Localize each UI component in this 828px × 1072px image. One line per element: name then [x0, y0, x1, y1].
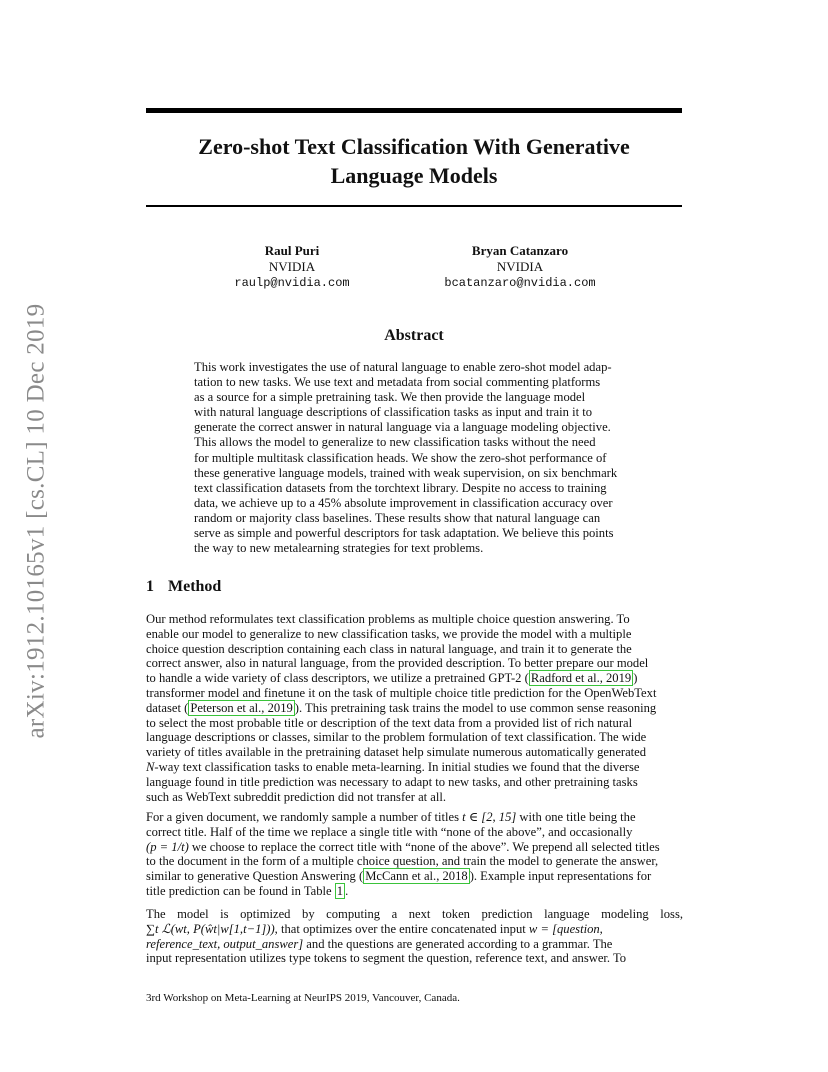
text-fragment: ). Example input representations for [469, 869, 652, 884]
abstract-line: as a source for a simple pretraining task. We then provide the language model [194, 390, 586, 405]
table-reference-link[interactable]: 1 [336, 883, 344, 898]
math-expression: reference_text, output_answer] [146, 936, 304, 951]
text-line: enable our model to generalize to new classification tasks, we provide the model with a multiple [146, 626, 632, 641]
section-number: 1 [146, 578, 154, 595]
text-line: to select the most probable title or description of the text data from a provided list of rich natural [146, 715, 633, 730]
abstract-line: tation to new tasks. We use text and metadata from social commenting platforms [194, 375, 601, 390]
author-name: Bryan Catanzaro [471, 243, 569, 258]
author-block [420, 243, 620, 291]
abstract-line: serve as simple and powerful descriptors for task adaptation. We believe this points [194, 526, 614, 541]
section-heading [146, 578, 221, 596]
author-name: Raul Puri [264, 243, 320, 258]
text-fragment: with one title being the [516, 810, 636, 824]
abstract-line: This allows the model to generalize to new classification tasks without the need [194, 435, 596, 450]
text-line [146, 840, 683, 855]
text-fragment: similar to generative Question Answering ( [146, 869, 364, 884]
abstract-line: the way to new metalearning strategies for text problems. [194, 541, 484, 556]
paper-title-line: Zero-shot Text Classification With Generative [198, 134, 630, 159]
text-fragment: to handle a wide variety of class descriptors, we utilize a pretrained GPT-2 ( [146, 671, 529, 686]
text-line [146, 701, 683, 716]
text-line [146, 884, 683, 899]
math-expression: w = [question, [528, 921, 603, 936]
paragraph [146, 810, 683, 899]
author-affiliation: NVIDIA [496, 259, 544, 274]
abstract-line: This work investigates the use of natural language to enable zero-shot model adap- [194, 360, 612, 374]
text-line: language descriptions or classes, similar to the problem formulation of text classification. The wide [146, 730, 647, 745]
text-line: transformer model and finetune it on the task of multiple choice title prediction for the OpenWebText [146, 685, 657, 700]
text-fragment: -way text classification tasks to enable meta-learning. In initial studies we found that the diverse [154, 759, 640, 774]
text-line [146, 671, 683, 686]
text-line [146, 937, 683, 952]
text-line: input representation utilizes type tokens to segment the question, reference text, and answer. To [146, 951, 627, 966]
text-line: language found in title prediction was necessary to adapt to new tasks, and other pretraining tasks [146, 774, 638, 789]
paper-title [146, 132, 682, 190]
math-expression: (p = 1/t) [146, 839, 189, 854]
math-expression: ∑t ℒ(wt, P(ŵt|w[1,t−1])) [146, 921, 275, 936]
text-line [146, 760, 683, 775]
text-line [146, 922, 683, 937]
text-line: such as WebText subreddit prediction did not transfer at all. [146, 789, 447, 804]
text-fragment: ). This pretraining task trains the model to use common sense reasoning [294, 700, 657, 715]
abstract-line: data, we achieve up to a 45% absolute improvement in classification accuracy over [194, 495, 613, 510]
text-fragment: . [345, 883, 349, 898]
arxiv-identifier-text: arXiv:1912.10165v1 [cs.CL] 10 Dec 2019 [22, 303, 49, 739]
citation-link[interactable]: McCann et al., 2018 [365, 869, 468, 884]
text-line: to the document in the form of a multiple choice question, and train the model to generate the answer, [146, 854, 659, 869]
text-fragment: For a given document, we randomly sample a number of titles [146, 810, 463, 824]
text-line: correct title. Half of the time we replace a single title with “none of the above”, and occasionally [146, 824, 633, 839]
paper-title-line: Language Models [330, 163, 498, 188]
text-fragment: , that optimizes over the entire concatenated input [274, 921, 529, 936]
text-line: variety of titles available in the pretraining dataset help simulate numerous automatically generated [146, 745, 647, 760]
abstract-line: generate the correct answer in natural language via a language modeling objective. [194, 420, 611, 435]
author-block [192, 243, 392, 291]
footer-note: 3rd Workshop on Meta-Learning at NeurIPS 2019, Vancouver, Canada. [146, 992, 460, 1004]
abstract-line: random or majority class baselines. These results show that natural language can [194, 510, 601, 525]
paragraph [146, 907, 683, 966]
text-line [146, 869, 683, 884]
title-top-rule [146, 108, 682, 113]
text-fragment: we choose to replace the correct title with “none of the above”. We prepend all selected titles [188, 839, 660, 854]
abstract-line: with natural language descriptions of classification tasks as input and train it to [194, 405, 593, 420]
title-bottom-rule [146, 205, 682, 207]
abstract-heading: Abstract [384, 327, 444, 344]
author-email: raulp@nvidia.com [234, 276, 350, 290]
text-line: correct answer, also in natural language, from the provided description. To better prepare our model [146, 656, 649, 671]
citation-link[interactable]: Peterson et al., 2019 [190, 700, 293, 715]
abstract-line: for multiple multitask classification heads. We show the zero-shot performance of [194, 450, 607, 465]
text-fragment: title prediction can be found in Table [146, 883, 335, 898]
text-line: choice question description containing each class in natural language, and train it to generate the [146, 641, 632, 656]
citation-link[interactable]: Radford et al., 2019 [530, 671, 632, 686]
paragraph [146, 612, 683, 804]
math-symbol: N [146, 759, 155, 774]
text-fragment: dataset ( [146, 700, 189, 715]
abstract-line: these generative language models, trained with weak supervision, on six benchmark [194, 465, 618, 480]
math-expression: t ∈ [2, 15] [462, 810, 517, 824]
text-line [146, 810, 683, 825]
abstract-line: text classification datasets from the torchtext library. Despite no access to training [194, 480, 607, 495]
author-email: bcatanzaro@nvidia.com [444, 276, 596, 290]
section-title: Method [168, 578, 222, 595]
text-line: Our method reformulates text classification problems as multiple choice question answering. To [146, 612, 630, 626]
text-fragment: ) [633, 671, 638, 686]
text-fragment: and the questions are generated according to a grammar. The [303, 936, 613, 951]
arxiv-identifier [14, 286, 58, 756]
abstract-body [194, 360, 636, 556]
text-line: The model is optimized by computing a next token prediction language modeling loss, [146, 907, 683, 921]
author-affiliation: NVIDIA [268, 259, 316, 274]
